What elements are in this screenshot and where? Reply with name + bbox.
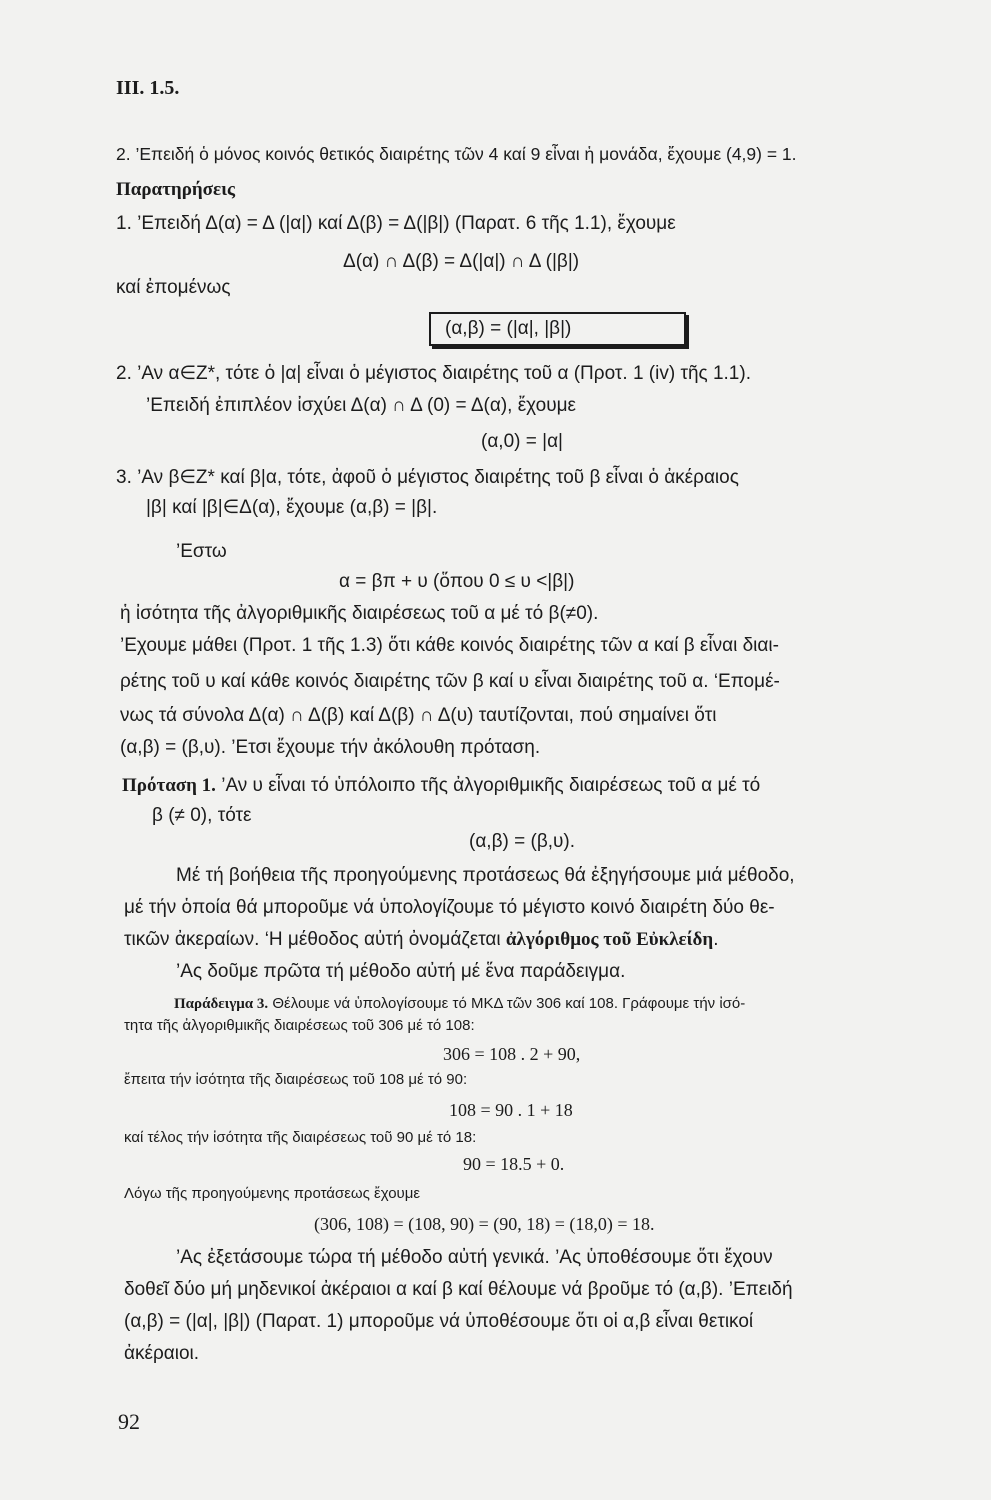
text-line: ’Εστω <box>176 541 227 562</box>
text-line: ἀκέραιοι. <box>124 1343 200 1364</box>
text-line <box>124 928 719 952</box>
formula-line: 108 = 90 . 1 + 18 <box>449 1100 573 1120</box>
example-line <box>174 994 745 1014</box>
example-label: Παράδειγμα 3. <box>174 996 269 1012</box>
formula-line: (α,0) = |α| <box>481 431 563 452</box>
text-line: 1. ’Επειδή Δ(α) = Δ (|α|) καί Δ(β) = Δ(|β|) (Παρατ. 6 τῆς 1.1), ἔχουμε <box>116 213 676 234</box>
example-text: Θέλουμε νά ὑπολογίσουμε τό ΜΚΔ τῶν 306 καί 108. Γράφουμε τήν ἰσό- <box>272 995 746 1012</box>
formula-line: α = βπ + υ (ὅπου 0 ≤ υ <|β|) <box>339 571 575 592</box>
text-line: Λόγω τῆς προηγούμενης προτάσεως ἔχουμε <box>124 1185 421 1202</box>
text-line: μέ τήν ὁποία θά μποροῦμε νά ὑπολογίζουμε τό μέγιστο κοινό διαιρέτη δύο θε- <box>124 897 775 918</box>
page-number: 92 <box>118 1409 140 1434</box>
proposition-text: ’Αν υ εἶναι τό ὑπόλοιπο τῆς ἀλγοριθμικῆς διαιρέσεως τοῦ α μέ τό <box>221 775 761 796</box>
proposition-line <box>122 774 760 798</box>
text-line: 2. ’Επειδή ὁ μόνος κοινός θετικός διαιρέτης τῶν 4 καί 9 εἶναι ἡ μονάδα, ἔχουμε (4,9) = 1. <box>116 144 797 164</box>
formula-line: Δ(α) ∩ Δ(β) = Δ(|α|) ∩ Δ (|β|) <box>343 251 580 272</box>
formula-line: (306, 108) = (108, 90) = (90, 18) = (18,0) = 18. <box>314 1214 655 1234</box>
text-line: ’Εχουμε μάθει (Προτ. 1 τῆς 1.3) ὅτι κάθε κοινός διαιρέτης τῶν α καί β εἶναι διαι- <box>120 635 779 656</box>
remarks-heading: Παρατηρήσεις <box>116 179 236 200</box>
text-line: (α,β) = (β,υ). ’Ετσι ἔχουμε τήν ἀκόλουθη πρόταση. <box>120 737 541 758</box>
text-line: 2. ’Αν α∈Z*, τότε ὁ |α| εἶναι ὁ μέγιστος διαιρέτης τοῦ α (Προτ. 1 (iv) τῆς 1.1). <box>116 363 751 384</box>
text-line: καί τέλος τήν ἰσότητα τῆς διαιρέσεως τοῦ 90 μέ τό 18: <box>124 1129 477 1146</box>
text-line: ’Επειδή ἐπιπλέον ἰσχύει Δ(α) ∩ Δ (0) = Δ(α), ἔχουμε <box>146 395 577 416</box>
text-line: νως τά σύνολα Δ(α) ∩ Δ(β) καί Δ(β) ∩ Δ(υ) ταυτίζονται, πού σημαίνει ὅτι <box>120 705 717 726</box>
formula-line: 306 = 108 . 2 + 90, <box>443 1044 581 1064</box>
text-line: β (≠ 0), τότε <box>152 805 252 826</box>
text-line: ἡ ἰσότητα τῆς ἀλγοριθμικῆς διαιρέσεως τοῦ α μέ τό β(≠0). <box>120 603 599 624</box>
formula-line: 90 = 18.5 + 0. <box>463 1154 565 1174</box>
text-line: ’Ας ἐξετάσουμε τώρα τή μέθοδο αὐτή γενικά. ’Ας ὑποθέσουμε ὅτι ἔχουν <box>176 1247 773 1268</box>
text-line: καί ἐπομένως <box>116 277 231 298</box>
sentence-period: . <box>713 929 719 950</box>
proposition-label: Πρόταση 1. <box>122 775 216 796</box>
section-header: III. 1.5. <box>116 77 180 99</box>
text-line: Μέ τή βοήθεια τῆς προηγούμενης προτάσεως θά ἐξηγήσουμε μιά μέθοδο, <box>176 865 795 886</box>
formula-line: (α,β) = (β,υ). <box>469 831 576 852</box>
text-line: ’Ας δοῦμε πρῶτα τή μέθοδο αὐτή μέ ἕνα παράδειγμα. <box>176 961 626 982</box>
text-line: (α,β) = (|α|, |β|) (Παρατ. 1) μποροῦμε νά ὑποθέσουμε ὅτι οἱ α,β εἶναι θετικοί <box>124 1311 754 1332</box>
text-line: ἔπειτα τήν ἰσότητα τῆς διαιρέσεως τοῦ 108 μέ τό 90: <box>124 1071 468 1088</box>
text-line: τητα τῆς ἀλγοριθμικῆς διαιρέσεως τοῦ 306 μέ τό 108: <box>124 1017 475 1034</box>
euclid-algorithm-term: ἀλγόριθμος τοῦ Εὐκλείδη <box>505 929 714 950</box>
text-line: ρέτης τοῦ υ καί κάθε κοινός διαιρέτης τῶν β καί υ εἶναι διαιρέτης τοῦ α. ‘Επομέ- <box>120 671 780 692</box>
text-line: 3. ’Αν β∈Z* καί β|α, τότε, ἀφοῦ ὁ μέγιστος διαιρέτης τοῦ β εἶναι ὁ ἀκέραιος <box>116 467 739 488</box>
text-line: δοθεῖ δύο μή μηδενικοί ἀκέραιοι α καί β καί θέλουμε νά βροῦμε τό (α,β). ’Επειδή <box>124 1279 793 1300</box>
text-line: |β| καί |β|∈Δ(α), ἔχουμε (α,β) = |β|. <box>146 497 438 518</box>
boxed-formula: (α,β) = (|α|, |β|) <box>429 312 686 346</box>
method-text: τικῶν ἀκεραίων. ‘Η μέθοδος αὐτή ὀνομάζεται <box>124 929 501 950</box>
